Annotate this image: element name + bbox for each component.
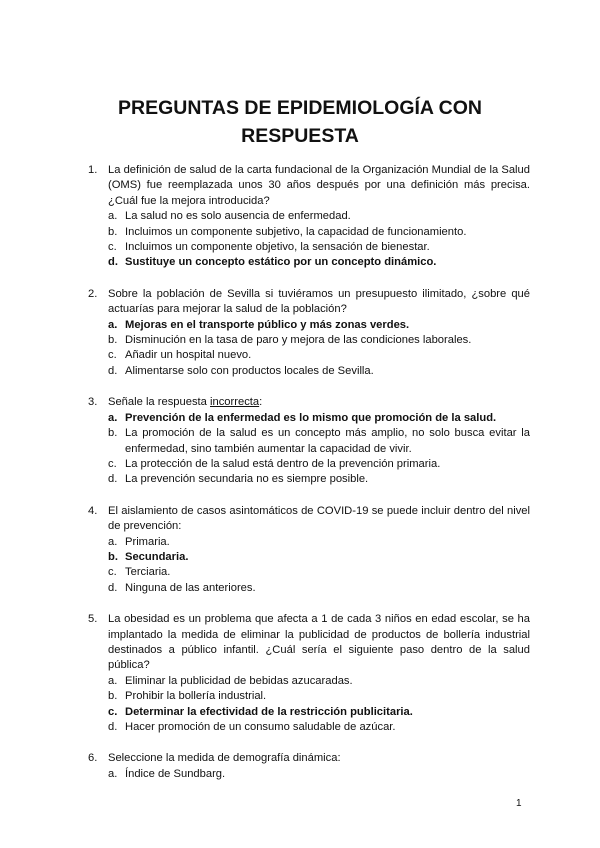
- question-text-end: :: [259, 396, 263, 409]
- question-text: La obesidad es un problema que afecta a 1 de cada 3 niños en edad escolar, se ha implantado la medida de eliminar la publicidad de productos de bollería industrial destinados a público infantil. ¿Cuál sería el siguiente paso dentro de la salud pública?: [108, 613, 530, 672]
- option-text: Secundaria.: [125, 550, 189, 563]
- option-list: [108, 411, 530, 488]
- option-text: Sustituye un concepto estático por un concepto dinámico.: [125, 256, 437, 269]
- option-letter: b.: [108, 427, 118, 440]
- option-a-correct: [108, 318, 530, 333]
- option-text: Incluimos un componente objetivo, la sensación de bienestar.: [125, 241, 430, 254]
- option-letter: a.: [108, 674, 118, 687]
- option-b: [108, 426, 530, 457]
- option-letter: b.: [108, 225, 118, 238]
- option-a: [108, 767, 530, 782]
- option-c-correct: [108, 705, 530, 720]
- option-text: Primaria.: [125, 535, 170, 548]
- option-d: [108, 720, 530, 735]
- option-letter: b.: [108, 334, 118, 347]
- question-number: 5.: [88, 613, 98, 626]
- option-a: [108, 535, 530, 550]
- option-letter: a.: [108, 318, 118, 331]
- option-text: Mejoras en el transporte público y más zonas verdes.: [125, 318, 410, 331]
- option-letter: b.: [108, 690, 118, 703]
- option-text: Incluimos un componente subjetivo, la capacidad de funcionamiento.: [125, 225, 467, 238]
- question-3: [88, 395, 530, 487]
- option-list: [108, 209, 530, 271]
- option-a: [108, 674, 530, 689]
- option-text: Ninguna de las anteriores.: [125, 581, 256, 594]
- option-letter: a.: [108, 767, 118, 780]
- question-list: [88, 163, 530, 798]
- option-letter: a.: [108, 411, 118, 424]
- option-b: [108, 689, 530, 704]
- option-letter: d.: [108, 473, 118, 486]
- option-text: Prevención de la enfermedad es lo mismo que promoción de la salud.: [125, 411, 497, 424]
- question-text: Sobre la población de Sevilla si tuviéramos un presupuesto ilimitado, ¿sobre qué actuarías para mejorar la salud de la población?: [108, 287, 530, 316]
- option-text: La promoción de la salud es un concepto más amplio, no solo busca evitar la enfermedad, sino también aumentar la capacidad de vivir.: [125, 427, 530, 455]
- page-title: [100, 94, 500, 150]
- question-5: [88, 612, 530, 735]
- option-text: Terciaria.: [125, 566, 171, 579]
- question-number: 3.: [88, 396, 98, 409]
- option-letter: d.: [108, 581, 118, 594]
- title-line-2: RESPUESTA: [241, 125, 359, 147]
- option-d: [108, 581, 530, 596]
- option-text: La protección de la salud está dentro de la prevención primaria.: [125, 457, 441, 470]
- option-list: [108, 318, 530, 380]
- title-line-1: PREGUNTAS DE EPIDEMIOLOGÍA CON: [117, 97, 483, 119]
- option-c: [108, 348, 530, 363]
- option-text: Prohibir la bollería industrial.: [125, 690, 267, 703]
- question-6: [88, 751, 530, 782]
- option-text: La salud no es solo ausencia de enfermedad.: [125, 210, 351, 223]
- question-number: 4.: [88, 504, 98, 517]
- question-text: La definición de salud de la carta fundacional de la Organización Mundial de la Salud (OMS) fue reemplazada unos 30 años después por una definición más precisa. ¿Cuál fue la mejora introducida?: [108, 164, 530, 207]
- question-number: 1.: [88, 164, 98, 176]
- option-c: [108, 565, 530, 580]
- question-text: El aislamiento de casos asintomáticos de COVID-19 se puede incluir dentro del nivel de prevención:: [108, 504, 530, 533]
- page-number: 1: [516, 798, 522, 809]
- option-letter: c.: [108, 349, 117, 362]
- option-a-correct: [108, 411, 530, 426]
- option-text: Índice de Sundbarg.: [125, 767, 226, 780]
- question-text: Seleccione la medida de demografía dinámica:: [108, 752, 341, 765]
- question-text: [108, 395, 530, 410]
- option-d: [108, 472, 530, 487]
- option-letter: b.: [108, 550, 118, 563]
- question-number: 6.: [88, 752, 98, 765]
- option-d: [108, 364, 530, 379]
- option-b: [108, 333, 530, 348]
- option-text: Hacer promoción de un consumo saludable de azúcar.: [125, 721, 396, 733]
- option-letter: d.: [108, 364, 118, 377]
- option-letter: c.: [108, 705, 118, 718]
- option-letter: a.: [108, 535, 118, 548]
- question-2: [88, 287, 530, 379]
- question-4: [88, 504, 530, 596]
- option-text: Alimentarse solo con productos locales de Sevilla.: [125, 364, 374, 377]
- option-list: [108, 535, 530, 597]
- option-letter: d.: [108, 721, 118, 733]
- option-list: [108, 767, 530, 782]
- option-text: Determinar la efectividad de la restricción publicitaria.: [125, 705, 413, 718]
- option-text: Eliminar la publicidad de bebidas azucaradas.: [125, 674, 353, 687]
- option-list: [108, 674, 530, 736]
- option-text: La prevención secundaria no es siempre posible.: [125, 473, 369, 486]
- question-1: [88, 163, 530, 271]
- option-text: Disminución en la tasa de paro y mejora de las condiciones laborales.: [125, 334, 472, 347]
- option-letter: c.: [108, 566, 117, 579]
- option-letter: c.: [108, 241, 117, 254]
- underlined-word: incorrecta: [210, 396, 260, 409]
- option-c: [108, 240, 530, 255]
- question-text-start: Señale la respuesta: [108, 396, 210, 409]
- option-text: Añadir un hospital nuevo.: [125, 349, 252, 362]
- option-d-correct: [108, 255, 530, 270]
- question-number: 2.: [88, 287, 98, 300]
- option-b-correct: [108, 550, 530, 565]
- option-letter: a.: [108, 210, 118, 223]
- option-c: [108, 457, 530, 472]
- option-b: [108, 225, 530, 240]
- option-letter: c.: [108, 457, 117, 470]
- option-letter: d.: [108, 256, 118, 269]
- option-a: [108, 209, 530, 224]
